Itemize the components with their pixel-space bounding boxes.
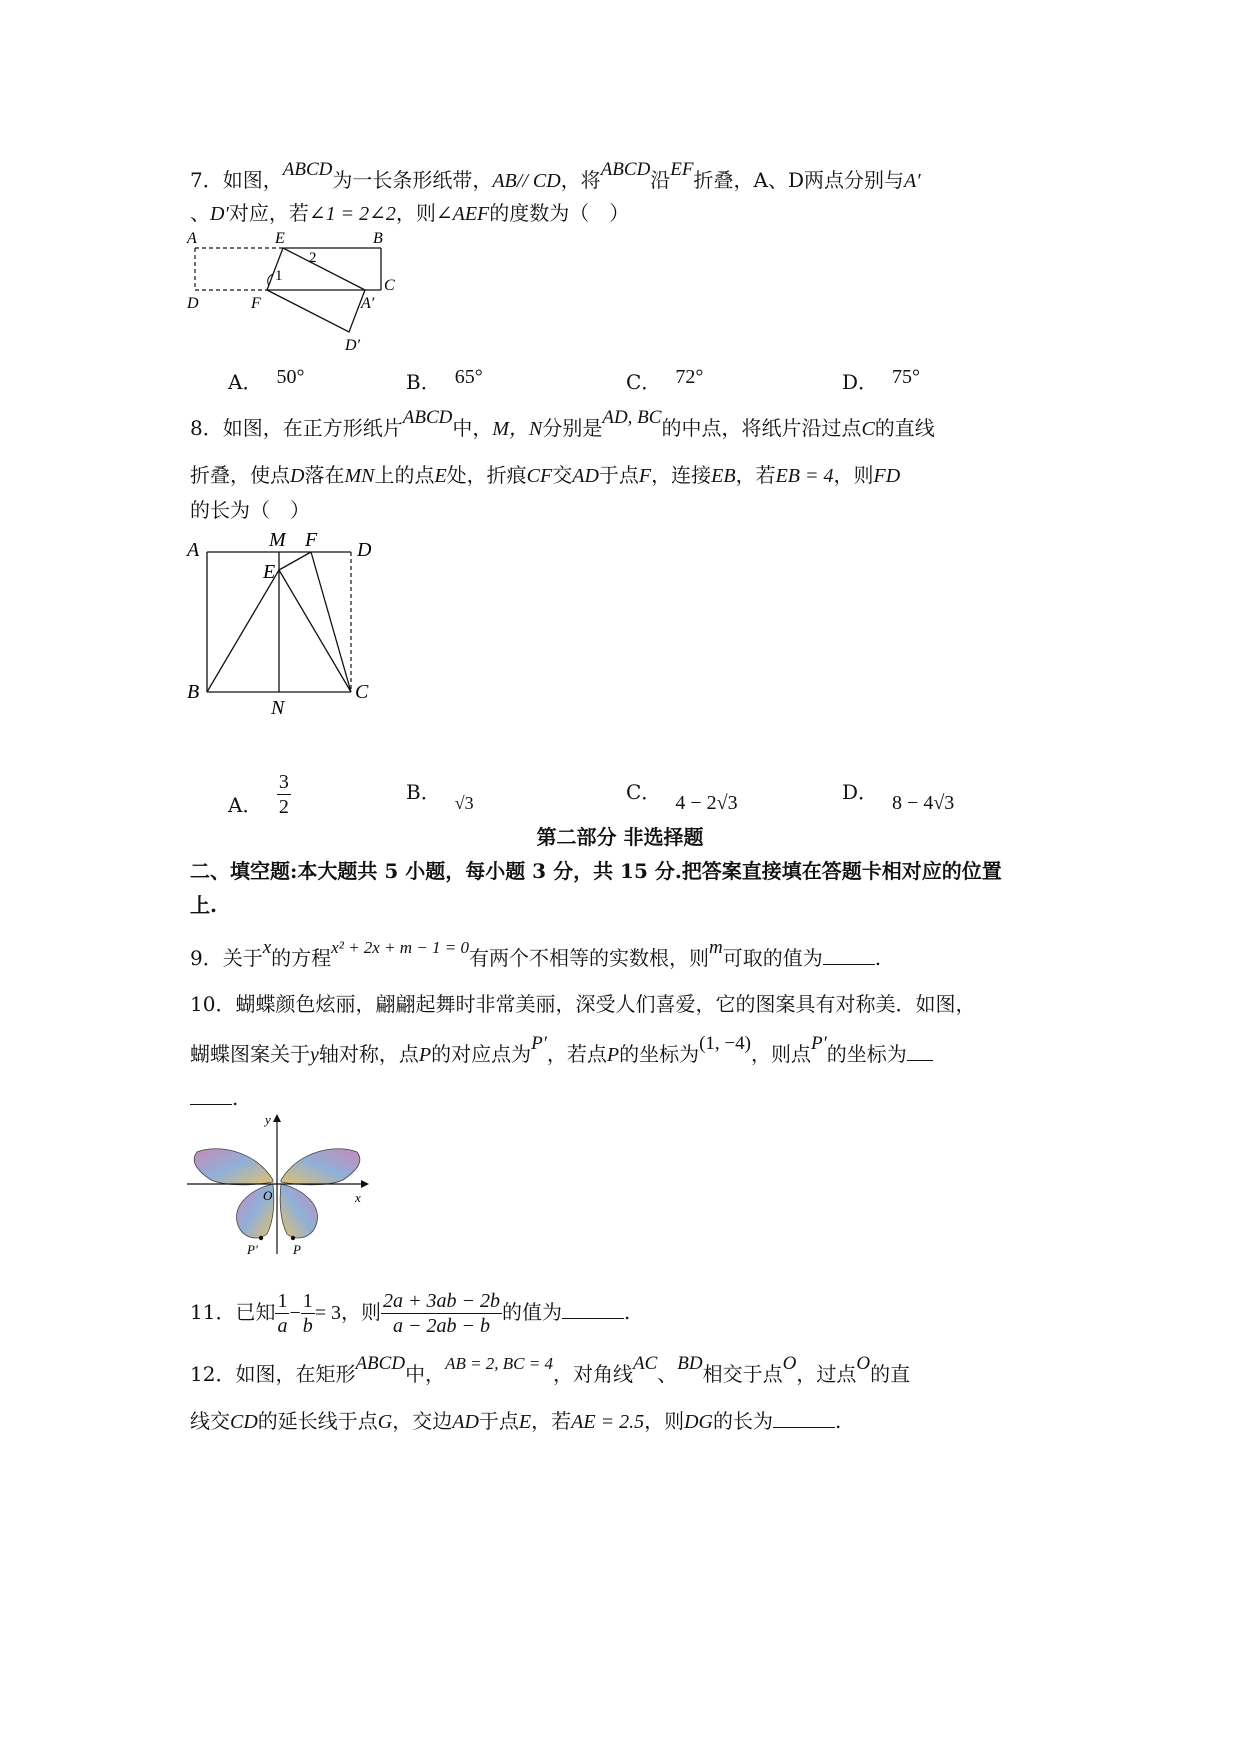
q8-math: MN (344, 465, 375, 487)
q8-option-d[interactable] (842, 778, 955, 814)
q7-text: 的度数为（ ） (489, 201, 630, 225)
q12-math: AD (452, 1411, 479, 1433)
butterfly-label-O: O (263, 1188, 273, 1203)
q11-text: ，则 (341, 1300, 382, 1324)
q9-math: x (262, 937, 272, 958)
q8-math: F (638, 465, 652, 487)
q10-text: . (232, 1086, 239, 1110)
q12-math: BD (677, 1353, 703, 1374)
q8-text: 的中点，将纸片沿过点 (661, 416, 862, 440)
q10-text: 的坐标为 (826, 1042, 907, 1066)
q8-text: 落在 (304, 463, 345, 487)
q8-label-B: B (187, 681, 200, 703)
q7-math: ABCD (282, 159, 333, 180)
butterfly-figure (185, 1110, 377, 1256)
q7-line-2 (190, 199, 629, 228)
q8-text: 分别是 (542, 416, 603, 440)
q12-math: ABCD (355, 1353, 406, 1374)
q10-math: P (606, 1044, 620, 1066)
q12-math: G (377, 1411, 393, 1433)
option-value: 65° (454, 366, 483, 388)
q10-answer-blank[interactable] (190, 1086, 232, 1105)
q11-text: 已知 (235, 1300, 276, 1324)
q12-math: O (782, 1353, 797, 1374)
q8-option-b[interactable] (406, 778, 474, 813)
q12-number: 12． (190, 1362, 236, 1386)
part2-heading: 第二部分 非选择题 (536, 825, 704, 849)
q11-math: − (289, 1302, 301, 1324)
q12-math: E (518, 1411, 532, 1433)
q11-line (190, 1286, 630, 1339)
section-instruction-line-2: 上. (190, 893, 217, 917)
butterfly-label-P-prime: P′ (247, 1242, 258, 1256)
q8-text: 于点 (598, 463, 639, 487)
q9-math: x² + 2x + m − 1 = 0 (331, 938, 470, 957)
q9-text: . (874, 946, 882, 970)
q8-text: ，则 (833, 463, 874, 487)
q7-label-A-prime: A′ (361, 295, 375, 312)
q7-text: 对应，若 (228, 201, 309, 225)
q7-text: 折叠，A、D两点分别与 (693, 168, 904, 192)
q9-text: 的方程 (271, 946, 332, 970)
q7-option-d[interactable] (842, 368, 920, 397)
q7-line-1 (190, 159, 921, 196)
q7-text: 为一长条形纸带， (332, 168, 493, 192)
q8-math: M，N (492, 418, 543, 440)
option-letter: C． (626, 370, 662, 394)
q9-text: 关于 (222, 946, 263, 970)
q8-label-E: E (263, 561, 276, 583)
fraction-numerator: 1 (302, 1290, 313, 1312)
q7-option-b[interactable] (406, 368, 483, 397)
q7-figure (185, 228, 425, 356)
q12-math: AC (633, 1353, 658, 1374)
q10-line-1: 10．蝴蝶颜色炫丽，翩翩起舞时非常美丽，深受人们喜爱，它的图案具有对称美．如图， (190, 992, 976, 1016)
q12-text: 的长为 (712, 1409, 773, 1433)
q7-label-2: 2 (309, 250, 317, 266)
q12-text: 、 (657, 1362, 678, 1386)
q8-text: 处，折痕 (446, 463, 527, 487)
q7-math: ∠1 = 2∠2 (308, 203, 396, 225)
q7-text: ，则 (395, 201, 436, 225)
q8-line-2 (190, 461, 900, 490)
q10-text: ，若点 (546, 1042, 607, 1066)
q9-number: 9． (190, 946, 223, 970)
butterfly-right-upper-wing (281, 1149, 360, 1185)
q7-text: 如图， (222, 168, 283, 192)
option-letter: A． (228, 370, 263, 394)
q7-label-A: A (187, 230, 197, 247)
option-letter: D． (842, 370, 879, 394)
q8-text: 折叠，使点 (190, 463, 290, 487)
q8-text: 的长为（ ） (190, 498, 310, 522)
butterfly-label-P: P (293, 1242, 301, 1256)
q12-text: 的直 (870, 1362, 911, 1386)
q8-number: 8． (190, 416, 223, 440)
q8-math: EB (711, 465, 736, 487)
q11-text: 的值为 (502, 1300, 563, 1324)
q7-label-1: 1 (275, 268, 283, 284)
q12-text: . (834, 1409, 842, 1433)
butterfly-left-upper-wing (194, 1149, 273, 1185)
q9-text: 可取的值为 (722, 946, 823, 970)
fraction-denominator: b (302, 1315, 313, 1337)
option-value: 75° (892, 366, 921, 388)
q10-math: P′ (531, 1033, 547, 1054)
butterfly-label-x: x (355, 1190, 361, 1205)
q12-text: ，对角线 (553, 1362, 633, 1386)
q8-text: 上的点 (374, 463, 435, 487)
q8-text: 中， (452, 416, 493, 440)
q7-text: ，将 (560, 168, 601, 192)
q8-math: D (290, 465, 305, 487)
option-value: 4 − 2√3 (675, 792, 738, 814)
q9-text: 有两个不相等的实数根，则 (469, 946, 710, 970)
q10-math: P (418, 1044, 432, 1066)
q10-answer-blank-start[interactable] (907, 1042, 933, 1061)
q7-math: ABCD (600, 159, 651, 180)
q7-math: ∠AEF (435, 203, 490, 225)
option-value: 72° (675, 366, 704, 388)
q7-text: 沿 (650, 168, 671, 192)
q10-line-3 (190, 1084, 238, 1112)
q8-label-D: D (357, 539, 372, 561)
q10-text: 的坐标为 (619, 1042, 700, 1066)
q7-number: 7． (190, 168, 223, 192)
q7-label-C: C (384, 277, 395, 294)
q11-fraction-2 (301, 1289, 315, 1338)
q11-fraction-1 (275, 1289, 289, 1338)
q7-option-a[interactable] (228, 368, 304, 397)
option-value: 50° (276, 366, 305, 388)
q10-math: P′ (810, 1033, 827, 1054)
q8-line-1 (190, 407, 935, 444)
q12-answer-blank[interactable] (773, 1409, 835, 1428)
q12-text: ，交边 (392, 1409, 453, 1433)
q10-math: (1, −4) (699, 1033, 751, 1054)
option-value: 8 − 4√3 (892, 792, 955, 814)
fraction-denominator: 2 (278, 796, 289, 818)
q7-label-E: E (275, 230, 285, 247)
q8-math: E (434, 465, 447, 487)
q12-text: 中， (405, 1362, 446, 1386)
option-value: √3 (454, 793, 474, 813)
option-letter: C． (626, 780, 662, 804)
q7-math: A′ (904, 170, 921, 192)
option-letter: B． (406, 780, 441, 804)
q12-text: ，则 (644, 1409, 685, 1433)
q7-math: D′ (210, 203, 229, 225)
q12-math: CD (230, 1411, 258, 1433)
q11-math: = 3 (314, 1302, 342, 1324)
q8-text: 交 (552, 463, 573, 487)
q7-label-B: B (373, 230, 383, 247)
fraction-denominator: a − 2ab − b (393, 1315, 491, 1337)
q8-math: C (861, 418, 875, 440)
q8-label-A: A (187, 539, 200, 561)
q12-math: O (856, 1353, 871, 1374)
q8-text: ，若 (735, 463, 776, 487)
q11-fraction-3 (381, 1289, 502, 1338)
q7-text: 、 (190, 201, 210, 225)
q12-text: 线交 (190, 1409, 230, 1433)
q8-label-M: M (269, 529, 286, 551)
q8-math: AD, BC (602, 407, 662, 428)
q8-text: ，连接 (651, 463, 712, 487)
option-letter: D． (842, 780, 879, 804)
option-letter: A． (228, 793, 263, 817)
q10-math: y (310, 1044, 319, 1066)
q7-label-D: D (187, 295, 199, 312)
q8-label-C: C (355, 681, 369, 703)
q10-text: 蝴蝶图案关于 (190, 1042, 310, 1066)
q12-line-2 (190, 1407, 841, 1436)
q7-math: AB// CD (492, 170, 561, 192)
q9-math: m (709, 937, 723, 958)
q8-option-c[interactable] (626, 778, 738, 814)
q7-label-D-prime: D′ (345, 337, 361, 354)
q12-text: 如图，在矩形 (235, 1362, 356, 1386)
q12-math: AE = 2.5 (571, 1411, 645, 1433)
q8-math: ABCD (402, 407, 453, 428)
q8-figure (185, 522, 385, 720)
q8-math: AD (572, 465, 599, 487)
q8-text: 如图，在正方形纸片 (222, 416, 403, 440)
q12-text: ，过点 (796, 1362, 857, 1386)
q7-math: EF (670, 159, 694, 180)
q7-label-F: F (251, 295, 261, 312)
q8-math: CF (526, 465, 553, 487)
q10-text: 的对应点为 (431, 1042, 532, 1066)
q12-line-1 (190, 1353, 911, 1390)
q9-answer-blank[interactable] (823, 946, 875, 965)
section-instruction-line-1: 二、填空题:本大题共 5 小题，每小题 3 分，共 15 分.把答案直接填在答题卡相对应的位置 (190, 859, 1002, 883)
q12-text: ，若 (531, 1409, 572, 1433)
q10-text: 轴对称，点 (318, 1042, 419, 1066)
q12-math: DG (684, 1411, 713, 1433)
butterfly-label-y: y (265, 1112, 271, 1127)
q8-label-F: F (305, 529, 318, 551)
q9-line (190, 937, 882, 974)
butterfly-right-lower-wing (280, 1184, 317, 1238)
q12-text: 于点 (478, 1409, 519, 1433)
q12-math: AB = 2, BC = 4 (445, 1354, 553, 1373)
q8-line-3 (190, 496, 310, 524)
option-letter: B． (406, 370, 441, 394)
q8-text: 的直线 (874, 416, 935, 440)
q11-answer-blank[interactable] (562, 1300, 624, 1319)
q10-text: ，则点 (750, 1042, 811, 1066)
q7-option-c[interactable] (626, 368, 703, 397)
q11-number: 11． (190, 1300, 236, 1324)
q11-text: . (624, 1300, 631, 1324)
q12-text: 的延长线于点 (257, 1409, 378, 1433)
q10-line-2 (190, 1033, 933, 1070)
fraction-denominator: a (277, 1315, 288, 1337)
q8-math: EB = 4 (775, 465, 834, 487)
q12-text: 相交于点 (702, 1362, 783, 1386)
q8-label-N: N (271, 697, 285, 719)
q8-math: FD (873, 465, 901, 487)
fraction-numerator: 3 (278, 771, 289, 793)
fraction-numerator: 2a + 3ab − 2b (383, 1290, 501, 1312)
option-fraction (277, 770, 291, 819)
fraction-numerator: 1 (277, 1290, 288, 1312)
q8-option-a[interactable] (228, 770, 291, 819)
